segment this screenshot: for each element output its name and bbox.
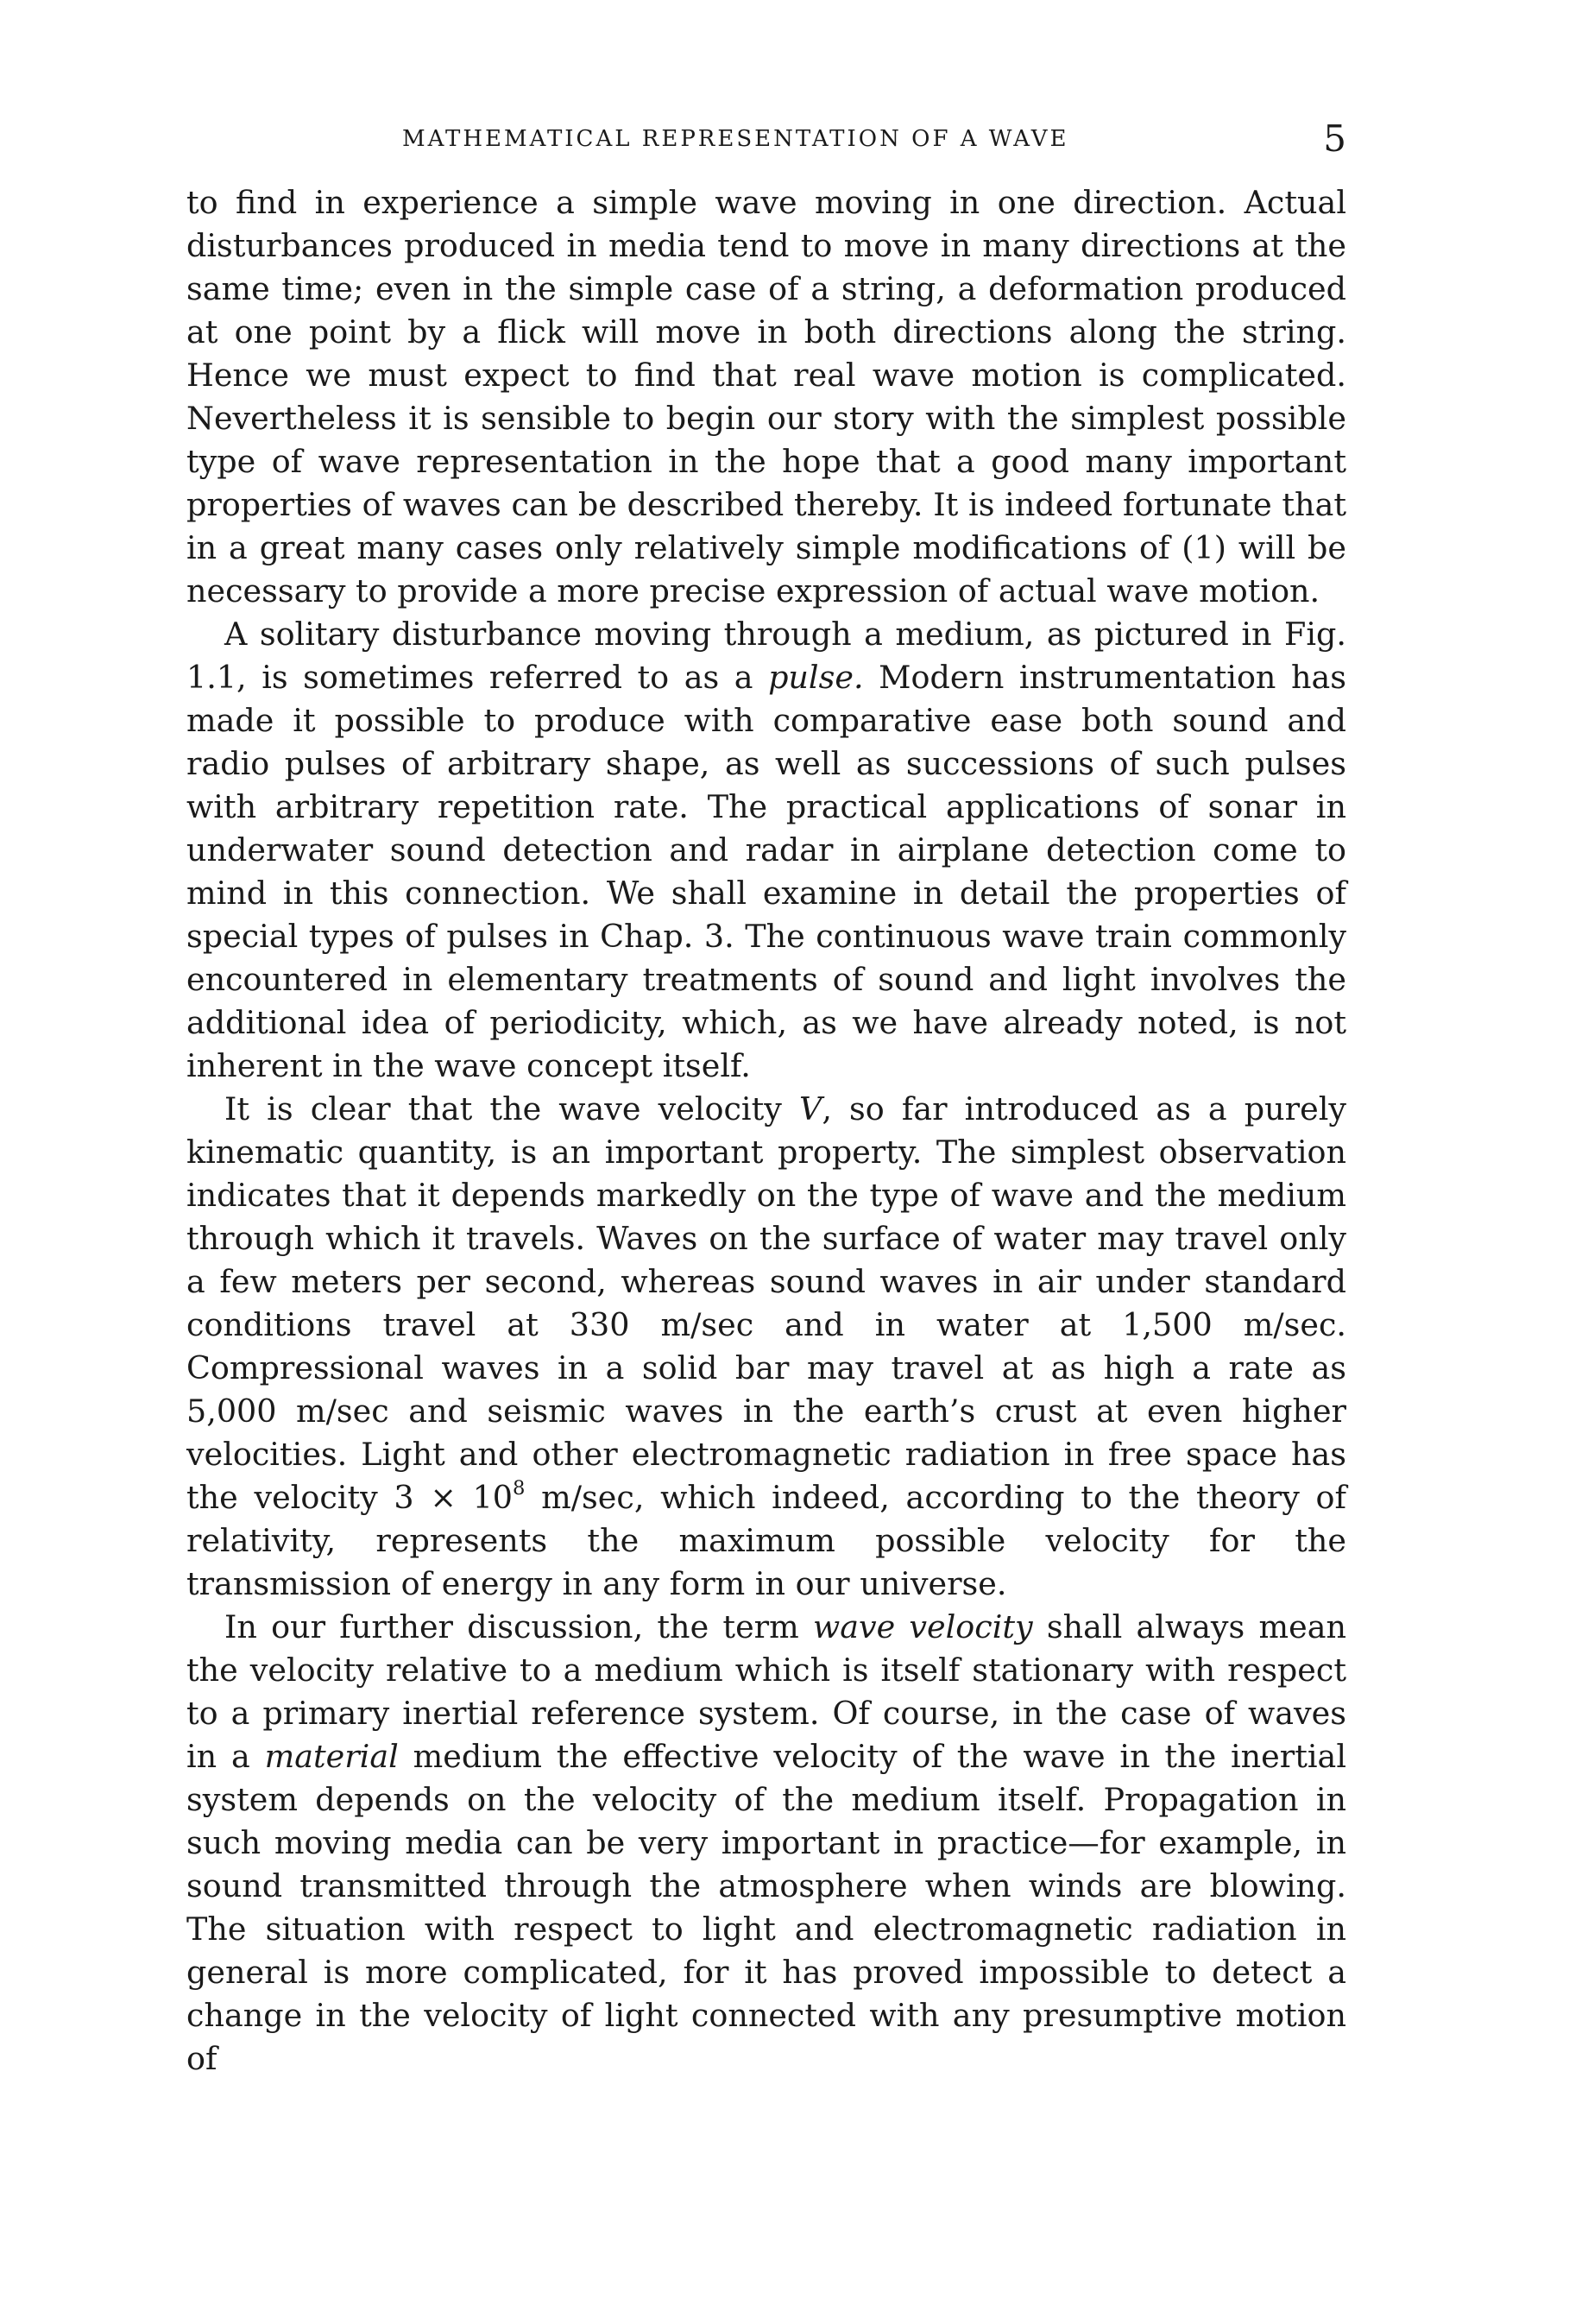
text-run: It is clear that the wave velocity <box>224 1090 799 1127</box>
paragraph <box>186 1088 1346 1606</box>
paragraph <box>186 181 1346 613</box>
text-run: A solitary disturbance moving through a medium, as pictured in Fig. 1.1, is sometimes referred to as a <box>186 616 1346 696</box>
paragraph <box>186 1606 1346 2081</box>
italic-symbol: V <box>798 1090 822 1127</box>
text-run: m/sec, which indeed, according to the theory of relativity, represents the maximum possible velocity for the transmission of energy in any form in our universe. <box>186 1479 1346 1602</box>
text-run: In our further discussion, the term <box>224 1608 813 1645</box>
italic-term: material <box>264 1738 399 1775</box>
text-run: shall always mean the velocity relative to a medium which is itself stationary with respect to a primary inertial reference system. Of course, in the case of waves in a <box>186 1608 1346 1775</box>
superscript-exponent: 8 <box>513 1477 526 1500</box>
text-run: to find in experience a simple wave moving in one direction. Actual disturbances produced in media tend to move in many directions at the same time; even in the simple case of a string, a deformation produced at one point by a flick will move in both directions along the string. Hence we must expect to find that real wave motion is complicated. Nevertheless it is sensible to begin our story with the simplest possible type of wave representation in the hope that a good many important properties of waves can be described thereby. It is indeed fortunate that in a great many cases only relatively simple modifications of (1) will be necessary to provide a more precise expression of actual wave motion. <box>186 184 1346 609</box>
italic-term: wave velocity <box>812 1608 1033 1645</box>
text-run: , so far introduced as a purely kinematic quantity, is an important property. The simplest observation indicates that it depends markedly on the type of wave and the medium through which it travels. Waves on the surface of water may travel only a few meters per second, whereas sound waves in air under standard conditions travel at 330 m/sec and in water at 1,500 m/sec. Compressional waves in a solid bar may travel at as high a rate as 5,000 m/sec and seismic waves in the earth’s crust at even higher velocities. Light and other electromagnetic radiation in free space has the velocity 3 × 10 <box>186 1090 1346 1516</box>
paragraph <box>186 613 1346 1088</box>
text-run: medium the effective velocity of the wave in the inertial system depends on the velocity of the medium itself. Propagation in such moving media can be very important in practice—for example, in sound transmitted through the atmosphere when winds are blowing. The situation with respect to light and electromagnetic radiation in general is more complicated, for it has proved impossible to detect a change in the velocity of light connected with any presumptive motion of <box>186 1738 1346 2077</box>
page-number: 5 <box>1323 117 1346 160</box>
text-run: Modern instrumentation has made it possible to produce with comparative ease both sound and radio pulses of arbitrary shape, as well as successions of such pulses with arbitrary repetition rate. The practical applications of sonar in underwater sound detection and radar in airplane detection come to mind in this connection. We shall examine in detail the properties of special types of pulses in Chap. 3. The continuous wave train commonly encountered in elementary treatments of sound and light involves the additional idea of periodicity, which, as we have already noted, is not inherent in the wave concept itself. <box>186 659 1346 1084</box>
italic-term: pulse. <box>768 659 864 696</box>
body-text <box>186 181 1346 2081</box>
running-title: MATHEMATICAL REPRESENTATION OF A WAVE <box>402 126 1069 152</box>
page-header <box>186 117 1346 169</box>
